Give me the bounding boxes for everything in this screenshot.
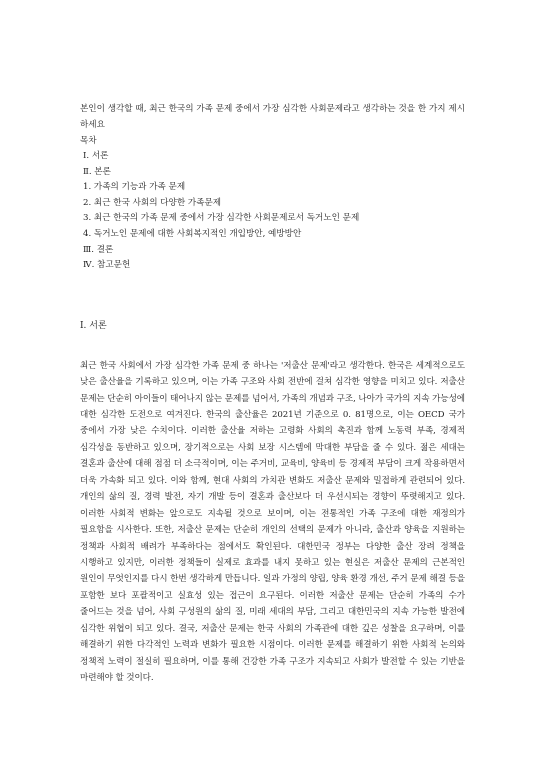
assignment-prompt: 본인이 생각할 때, 최근 한국의 가족 문제 중에서 가장 심각한 사회문제라고 생각하는 것을 한 가지 제시하세요 <box>80 103 465 130</box>
toc-heading: 목차 <box>80 136 97 146</box>
toc-item: 4. 독거노인 문제에 대한 사회복지적인 개입방안, 예방방안 <box>83 228 302 239</box>
section-title: Ⅰ. 서론 <box>80 321 107 331</box>
toc-item: Ⅱ. 본론 <box>83 166 111 177</box>
toc-item: Ⅲ. 결론 <box>83 244 114 255</box>
toc-item: Ⅰ. 서론 <box>83 151 109 161</box>
toc-item: Ⅳ. 참고문헌 <box>83 260 131 271</box>
toc-item: 1. 가족의 기능과 가족 문제 <box>83 182 186 193</box>
section-body: 최근 한국 사회에서 가장 심각한 가족 문제 중 하나는 '저출산 문제'라고 생각한다. 한국은 세계적으로도 낮은 출산율을 기록하고 있으며, 이는 가족 구조와 사회 전반에 걸쳐 심각한 영향을 미치고 있다. 저출산 문제는 단순히 아이들이 태어나지 않는 문제를 넘어서, 가족의 개념과 구조, 나아가 국가의 지속 가능성에 대한 심각한 도전으로 여겨진다. 한국의 출산율은 2021년 기준으로 0. 81명으로, 이는 OECD 국가 중에서 가장 낮은 수치이다. 이러한 출산율 저하는 고령화 사회의 촉진과 함께 노동력 부족, 경제적 심각성을 동반하고 있으며, 장기적으로는 사회 보장 시스템에 막대한 부담을 줄 수 있다. 젊은 세대는 결혼과 출산에 대해 점점 더 소극적이며, 이는 주거비, 교육비, 양육비 등 경제적 부담이 크게 작용하면서 더욱 가속화 되고 있다. 이와 함께, 현대 사회의 가치관 변화도 저출산 문제와 밀접하게 관련되어 있다. 개인의 삶의 질, 경력 발전, 자기 개발 등이 결혼과 출산보다 더 우선시되는 경향이 뚜렷해지고 있다. 이러한 사회적 변화는 앞으로도 지속될 것으로 보이며, 이는 전통적인 가족 구조에 대한 재정의가 필요함을 시사한다. 또한, 저출산 문제는 단순히 개인의 선택의 문제가 아니라, 출산과 양육을 지원하는 정책과 사회적 배려가 부족하다는 점에서도 확인된다. 대한민국 정부는 다양한 출산 장려 정책을 시행하고 있지만, 이러한 정책들이 실제로 효과를 내지 못하고 있는 현실은 저출산 문제의 근본적인 원인이 무엇인지를 다시 한번 생각하게 만듭니다. 일과 가정의 양립, 양육 환경 개선, 주거 문제 해결 등을 포함한 보다 포괄적이고 실효성 있는 접근이 요구된다. 이러한 저출산 문제는 단순히 가족의 수가 줄어드는 것을 넘어, 사회 구성원의 삶의 질, 미래 세대의 부담, 그리고 대한민국의 지속 가능한 발전에 심각한 위협이 되고 있다. 결국, 저출산 문제는 한국 사회의 가족관에 대한 깊은 성찰을 요구하며, 이를 해결하기 위한 다각적인 노력과 변화가 필요한 시점이다. 이러한 문제를 해결하기 위한 사회적 논의와 정책적 노력이 절실히 필요하며, 이를 통해 건강한 가족 구조가 지속되고 사회가 발전할 수 있는 기반을 마련해야 할 것이다. <box>80 360 465 684</box>
toc-item: 3. 최근 한국의 가족 문제 중에서 가장 심각한 사회문제로서 독거노인 문제 <box>83 213 360 224</box>
toc-item: 2. 최근 한국 사회의 다양한 가족문제 <box>83 197 222 208</box>
toc-list <box>80 149 465 274</box>
table-of-contents <box>80 133 465 274</box>
